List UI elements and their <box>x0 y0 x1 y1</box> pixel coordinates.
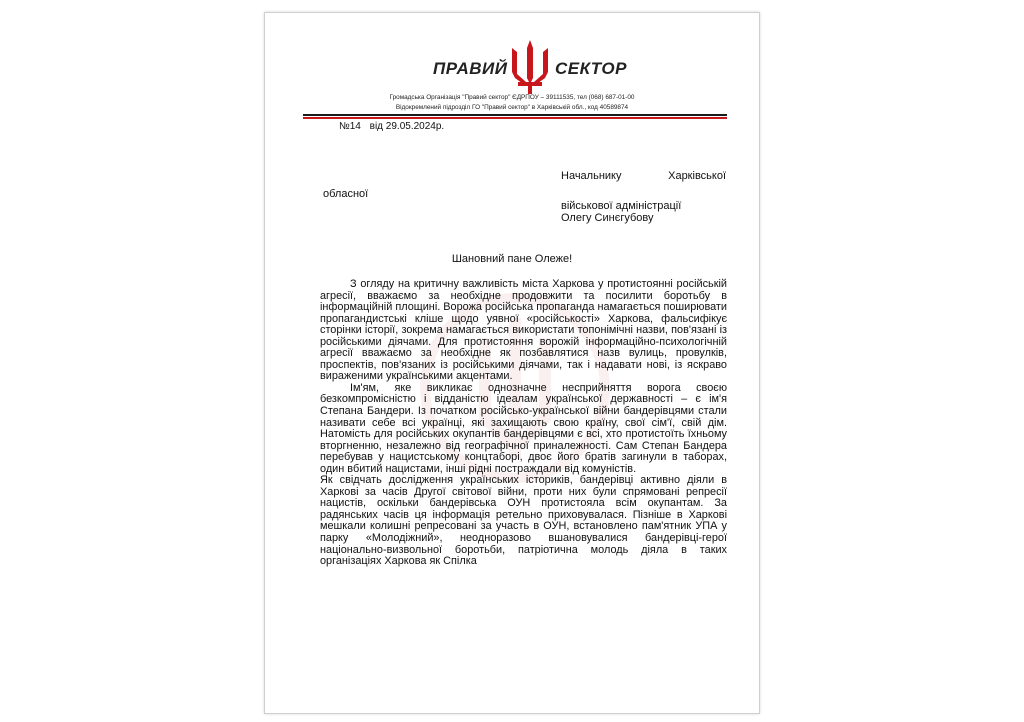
body-paragraph-1: З огляду на критичну важливість міста Харкова у протистоянні російській агресії, вважаємо за необхідне продовжити та посилити боротьбу в інформаційній площині. Ворожа російська пропаганда намагається поширювати пропагандистські кліше щодо уявної «російськості» Харкова, фальсифікує сторінки історії, зокрема намагається використати топонімічні назви, пов'язані із російськими діячами. Для протистояння ворожій інформаційно-психологічній агресії вважаємо за необхідне як позбавлятися назв вулиць, провулків, проспектів, пов'язаних із російськими діячами, так і надавати нові, із яскраво вираженими українськими акцентами. <box>320 278 727 383</box>
addressee-name: Олегу Синєгубову <box>561 212 654 224</box>
letterhead-line-2: Відокремлений підрозділ ГО "Правий сектор" в Харківській обл., код 40589874 <box>395 104 629 111</box>
addressee-region: Харківської <box>668 170 726 182</box>
logo-word-right: СЕКТОР <box>555 59 627 78</box>
letterhead-details <box>305 93 719 113</box>
organization-logo <box>433 38 633 96</box>
body-paragraph-3: Як свідчать дослідження українських істориків, бандерівці активно діяли в Харкові за часів Другої світової війни, проти них були спрямовані репресії нацистів, оскільки бандерівська ОУН протистояла всім окупантам. За радянських часів ця інформація ретельно приховувалася. Пізніше в Харкові мешкали колишні репресовані за участь в ОУН, встановлено пам'ятник УПА у парку «Молодіжний», неодноразово вшановувалися бандерівці-герої національно-визвольної боротьби, патріотична молодь діяла в таких організаціях Харкова як Спілка <box>320 474 727 568</box>
document-date: від 29.05.2024р. <box>369 121 445 132</box>
document-reference <box>339 121 450 132</box>
letter-page <box>264 12 760 714</box>
document-number: №14 <box>339 121 361 132</box>
salutation: Шановний пане Олеже! <box>451 253 573 265</box>
letterhead-line-1: Громадська Організація "Правий сектор" ЄДРПОУ – 39111535, тел (068) 687-01-00 <box>389 94 635 101</box>
addressee-line-3: військової адміністрації <box>561 200 682 212</box>
header-rule-red <box>303 117 727 119</box>
header-rule-black <box>303 114 727 116</box>
addressee-line-1 <box>561 170 726 182</box>
logo-word-left: ПРАВИЙ <box>433 59 508 78</box>
trident-emblem-icon <box>508 38 552 96</box>
addressee-title: Начальнику <box>561 170 622 182</box>
letter-body <box>320 279 727 568</box>
addressee-line-2: обласної <box>323 188 369 200</box>
body-paragraph-2: Ім'ям, яке викликає однозначне несприйняття ворога своєю безкомпромісністю і відданістю ідеалам української державності – є ім'я Степана Бандери. Із початком російсько-української війни бандерівцями стали називати себе всі українці, які захищають свою країну, свої сім'ї, свій дім. Натомість для російських окупантів бандерівцями є всі, хто протистоїть їхньому вторгненню, незалежно від географічної приналежності. Сам Степан Бандера перебував у нацистському концтаборі, двоє його братів загинули в таборах, один вбитий нацистами, інші рідні постраждали від комуністів. <box>320 381 727 475</box>
